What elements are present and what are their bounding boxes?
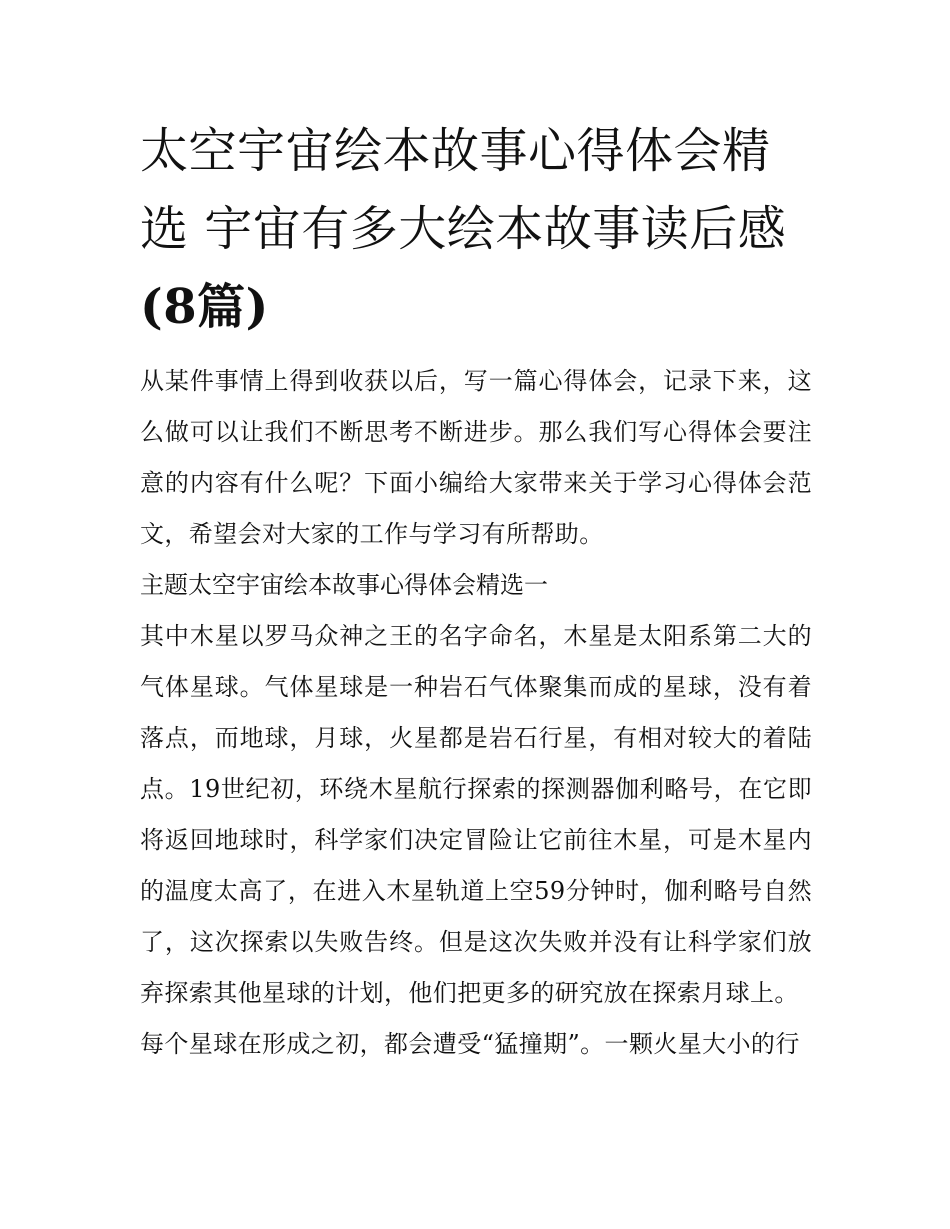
- body-paragraph-2: 每个星球在形成之初，都会遭受“猛撞期”。一颗火星大小的行: [140, 1030, 800, 1058]
- document-content: [140, 112, 812, 1070]
- document-title: [140, 112, 812, 346]
- intro-paragraph: 从某件事情上得到收获以后，写一篇心得体会，记录下来，这么做可以让我们不断思考不断进步。那么我们写心得体会要注意的内容有什么呢？下面小编给大家带来关于学习心得体会范文，希望会对大家的工作与学习有所帮助。: [140, 367, 812, 548]
- section-heading: 主题太空宇宙绘本故事心得体会精选一: [140, 571, 548, 599]
- title-main: 太空宇宙绘本故事心得体会精选 宇宙有多大绘本故事读后感: [140, 123, 787, 257]
- body-paragraph-1: 其中木星以罗马众神之王的名字命名，木星是太阳系第二大的气体星球。气体星球是一种岩石气体聚集而成的星球，没有着落点，而地球，月球，火星都是岩石行星，有相对较大的着陆点。19世纪初，环绕木星航行探索的探测器伽利略号，在它即将返回地球时，科学家们决定冒险让它前往木星，可是木星内的温度太高了，在进入木星轨道上空59分钟时，伽利略号自然了，这次探索以失败告终。但是这次失败并没有让科学家们放弃探索其他星球的计划，他们把更多的研究放在探索月球上。: [140, 622, 812, 1007]
- title-suffix: (8篇): [140, 279, 269, 335]
